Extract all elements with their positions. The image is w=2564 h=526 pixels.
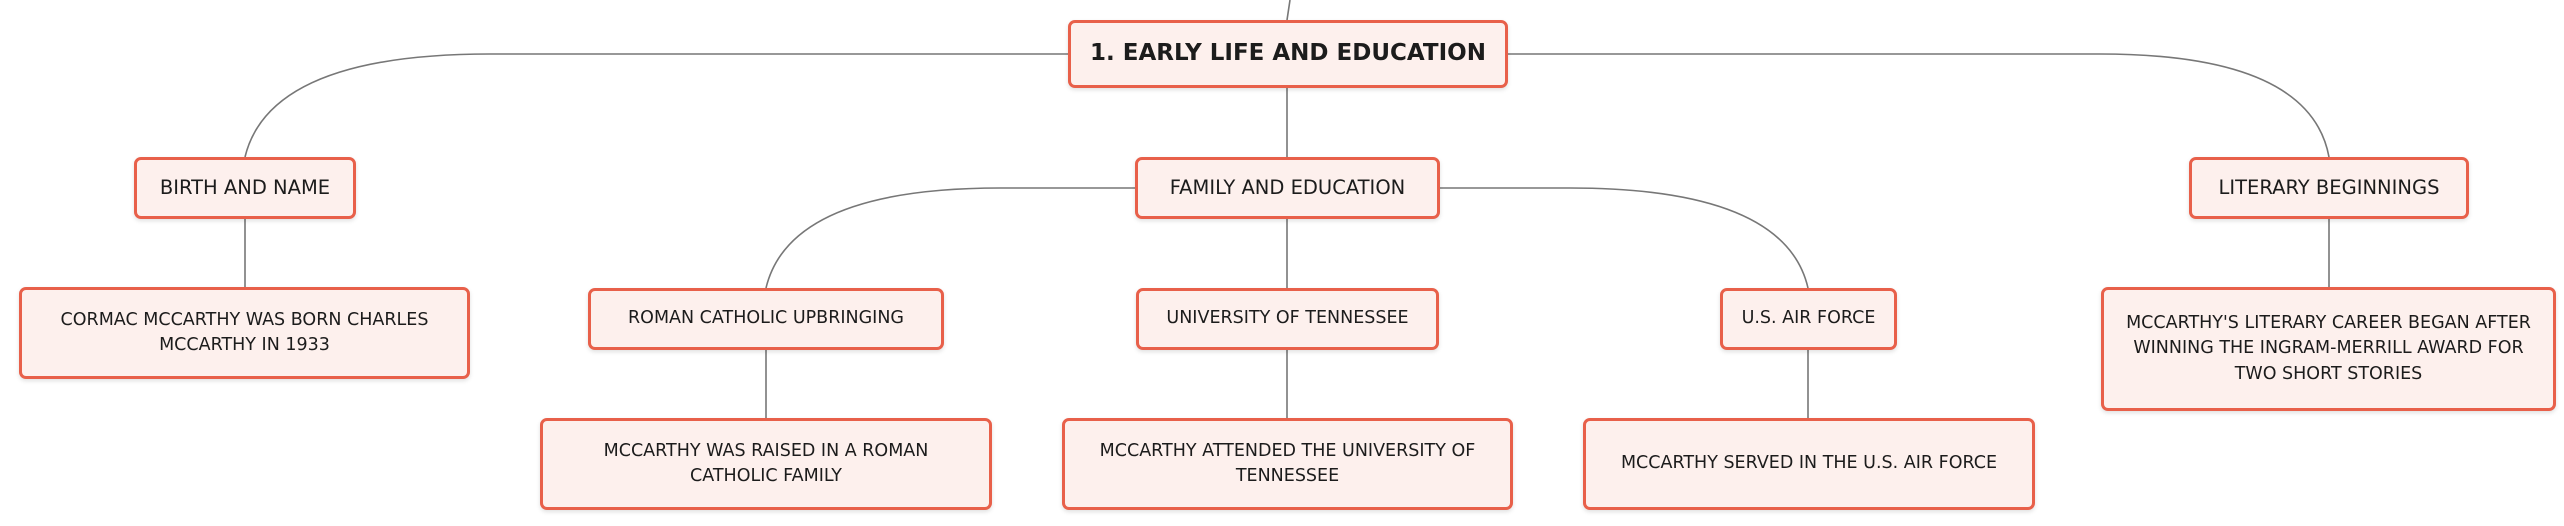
- connector-root-to-birth-and-name: [245, 54, 1068, 157]
- detail-literary-beginnings[interactable]: MCCARTHY'S LITERARY CAREER BEGAN AFTER WINNING THE INGRAM-MERRILL AWARD FOR TWO SHORT STORIES: [2101, 287, 2556, 411]
- detail-us-air-force[interactable]: MCCARTHY SERVED IN THE U.S. AIR FORCE: [1583, 418, 2035, 510]
- subtopic-university-of-tennessee[interactable]: UNIVERSITY OF TENNESSEE: [1136, 288, 1439, 350]
- root-topic-early-life-and-education[interactable]: 1. EARLY LIFE AND EDUCATION: [1068, 20, 1508, 88]
- subtopic-us-air-force[interactable]: U.S. AIR FORCE: [1720, 288, 1897, 350]
- detail-university-of-tennessee[interactable]: MCCARTHY ATTENDED THE UNIVERSITY OF TENNESSEE: [1062, 418, 1513, 510]
- detail-birth-and-name[interactable]: CORMAC MCCARTHY WAS BORN CHARLES MCCARTHY IN 1933: [19, 287, 470, 379]
- subtopic-roman-catholic-upbringing[interactable]: ROMAN CATHOLIC UPBRINGING: [588, 288, 944, 350]
- connector-family-to-air-force: [1440, 188, 1808, 288]
- topic-literary-beginnings[interactable]: LITERARY BEGINNINGS: [2189, 157, 2469, 219]
- topic-birth-and-name[interactable]: BIRTH AND NAME: [134, 157, 356, 219]
- connector-incoming-to-root: [1287, 0, 1290, 20]
- connector-root-to-literary-beginnings: [1508, 54, 2329, 157]
- connector-family-to-catholic: [766, 188, 1135, 288]
- topic-family-and-education[interactable]: FAMILY AND EDUCATION: [1135, 157, 1440, 219]
- detail-roman-catholic-upbringing[interactable]: MCCARTHY WAS RAISED IN A ROMAN CATHOLIC FAMILY: [540, 418, 992, 510]
